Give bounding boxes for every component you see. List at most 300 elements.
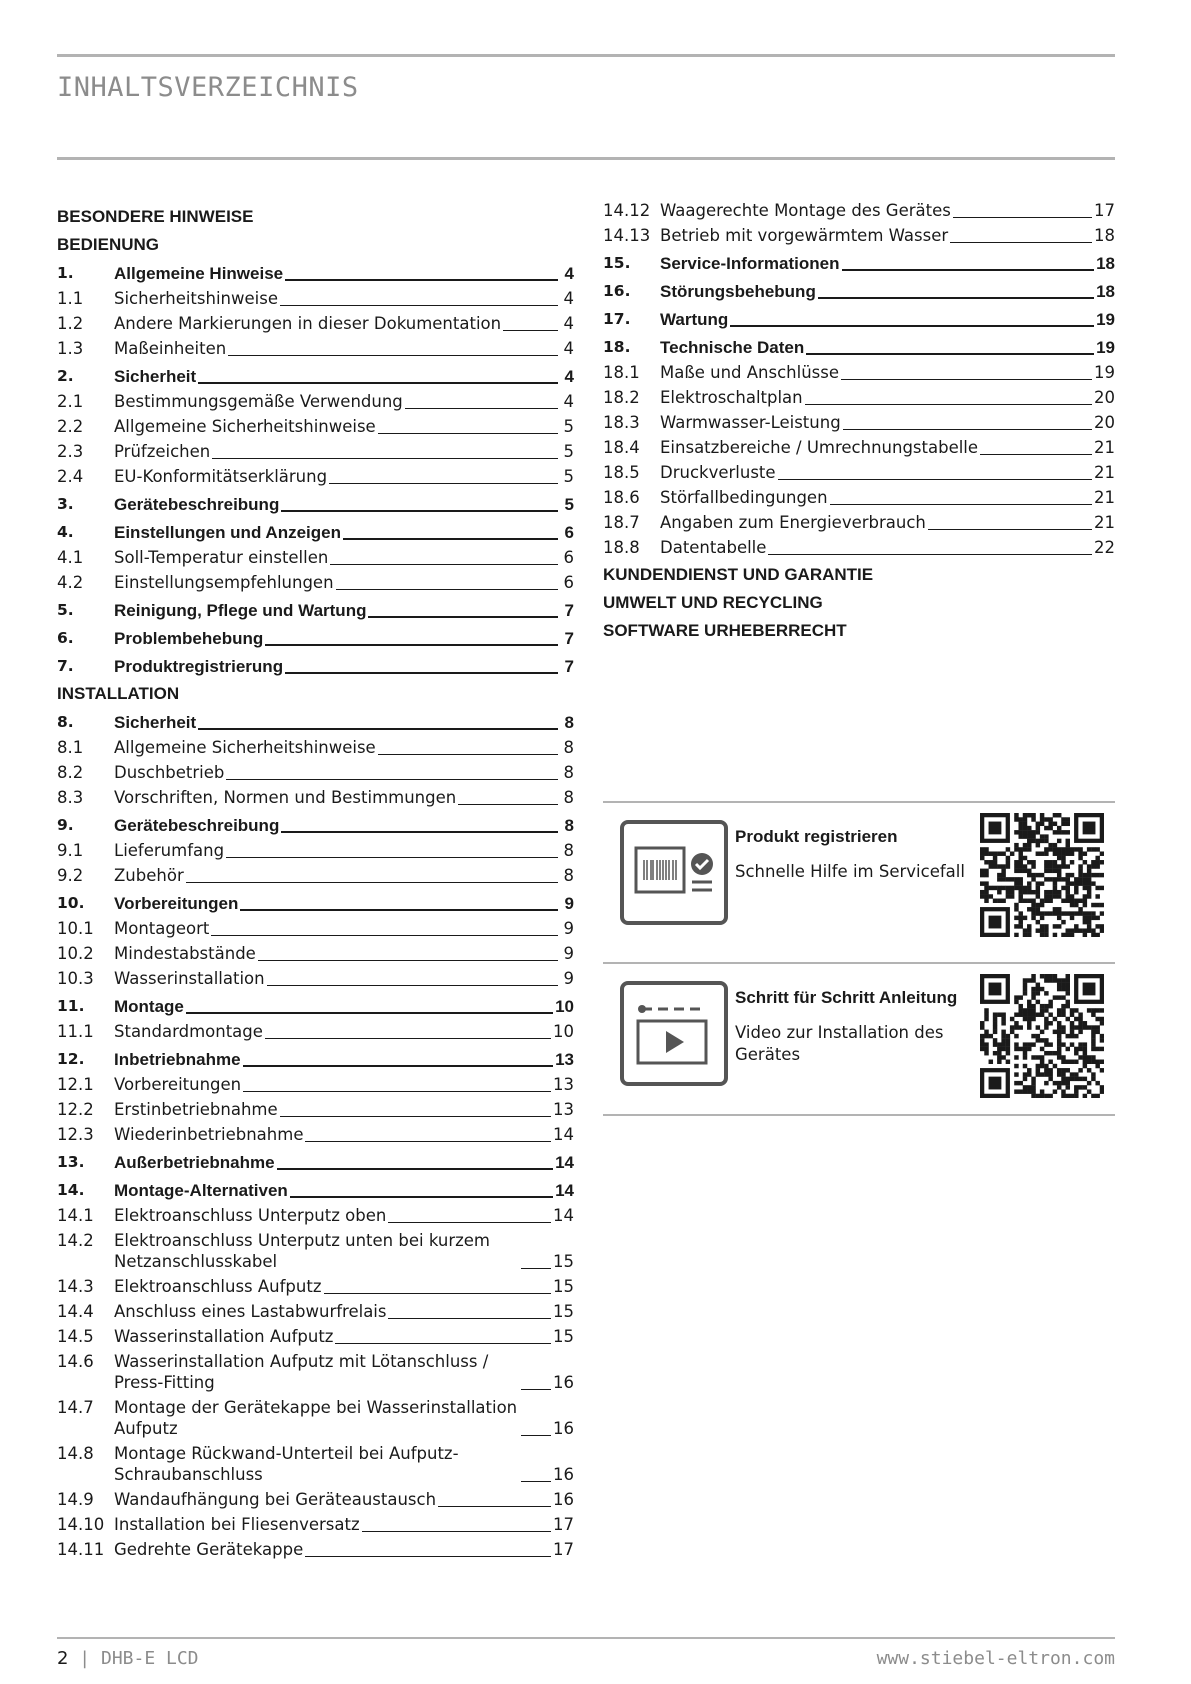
toc-entry-number: 11.1 — [57, 1022, 94, 1041]
toc-leader-line — [980, 454, 1092, 455]
toc-entry-number: 17. — [603, 310, 631, 328]
toc-entry-page: 15 — [553, 1252, 574, 1271]
toc-entry-page: 10 — [553, 1022, 574, 1041]
toc-entry[interactable] — [57, 366, 574, 387]
toc-entry-label: Einstellungsempfehlungen — [114, 573, 334, 592]
toc-leader-line — [330, 564, 558, 565]
toc-section-heading[interactable]: INSTALLATION — [57, 684, 180, 703]
toc-entry[interactable] — [57, 1514, 574, 1535]
toc-entry[interactable] — [57, 600, 574, 621]
toc-leader-line — [841, 379, 1092, 380]
toc-leader-line — [842, 269, 1095, 271]
toc-entry-page: 14 — [555, 1181, 574, 1200]
toc-leader-line — [280, 1116, 551, 1117]
toc-entry-label: Maße und Anschlüsse — [660, 363, 840, 382]
toc-entry-label: Wiederinbetriebnahme — [114, 1125, 304, 1144]
toc-entry-number: 4. — [57, 523, 74, 541]
toc-entry[interactable] — [57, 1205, 574, 1226]
toc-entry-number: 2. — [57, 367, 74, 385]
toc-entry-number: 14.7 — [57, 1398, 94, 1417]
toc-entry-page: 9 — [564, 894, 574, 913]
toc-entry-label: Elektroanschluss Aufputz — [114, 1277, 322, 1296]
toc-entry[interactable] — [57, 893, 574, 914]
toc-leader-line — [368, 616, 558, 618]
website-url[interactable]: www.stiebel-eltron.com — [876, 1648, 1115, 1669]
footer-separator: | — [79, 1648, 91, 1669]
toc-leader-line — [280, 305, 558, 306]
toc-entry-page: 18 — [1096, 282, 1115, 301]
toc-entry-number: 18.6 — [603, 488, 640, 507]
toc-entry-number: 10.3 — [57, 969, 94, 988]
toc-entry[interactable] — [57, 1074, 574, 1095]
toc-entry-number: 12. — [57, 1050, 85, 1068]
toc-entry-number: 14.12 — [603, 201, 651, 220]
toc-entry-label: Prüfzeichen — [114, 442, 211, 461]
toc-entry[interactable] — [57, 815, 574, 836]
toc-leader-line — [806, 353, 1094, 355]
toc-entry-label: Installation bei Fliesenversatz — [114, 1515, 360, 1534]
toc-entry-label: Wasserinstallation Aufputz — [114, 1327, 334, 1346]
toc-leader-line — [843, 429, 1092, 430]
toc-leader-line — [521, 1481, 551, 1482]
toc-entry[interactable] — [57, 996, 574, 1017]
toc-entry[interactable] — [57, 1021, 574, 1042]
toc-leader-line — [953, 217, 1092, 218]
toc-entry[interactable] — [603, 412, 1115, 433]
toc-entry[interactable] — [57, 1152, 574, 1173]
toc-leader-line — [265, 1038, 551, 1039]
info-bottom-rule — [603, 1114, 1115, 1116]
toc-entry[interactable] — [57, 1301, 574, 1322]
toc-entry-number: 2.4 — [57, 467, 84, 486]
toc-entry[interactable] — [603, 462, 1115, 483]
toc-leader-line — [258, 960, 558, 961]
info-box-installation-video — [603, 962, 1115, 1116]
toc-entry-page: 7 — [564, 657, 574, 676]
toc-entry[interactable] — [57, 391, 574, 412]
toc-entry-number: 14.13 — [603, 226, 651, 245]
toc-entry-label: Störfallbedingungen — [660, 488, 828, 507]
toc-entry-label: Montage der Gerätekappe bei Wasserinstallation Aufputz — [114, 1398, 518, 1438]
info-box-product-register — [603, 801, 1115, 955]
toc-entry-number: 1. — [57, 264, 74, 282]
info-box-title: Produkt registrieren — [735, 827, 898, 846]
toc-entry-number: 18.2 — [603, 388, 640, 407]
toc-section-heading[interactable]: BEDIENUNG — [57, 235, 160, 254]
toc-leader-line — [730, 325, 1094, 327]
toc-leader-line — [186, 1012, 553, 1014]
toc-entry-label: Einsatzbereiche / Umrechnungstabelle — [660, 438, 979, 457]
toc-entry[interactable] — [57, 494, 574, 515]
toc-leader-line — [362, 1531, 551, 1532]
toc-entry-label: Vorschriften, Normen und Bestimmungen — [114, 788, 457, 807]
toc-leader-line — [240, 909, 558, 911]
toc-entry-label: Inbetriebnahme — [114, 1050, 241, 1069]
toc-entry-page: 6 — [563, 573, 574, 592]
toc-entry-number: 14.11 — [57, 1540, 105, 1559]
toc-entry-label: Vorbereitungen — [114, 894, 239, 913]
toc-entry-label: Wartung — [660, 310, 729, 329]
toc-entry[interactable] — [603, 337, 1115, 358]
toc-entry-label: Lieferumfang — [114, 841, 225, 860]
toc-entry-label: Wandaufhängung bei Geräteaustausch — [114, 1490, 437, 1509]
toc-leader-line — [928, 529, 1092, 530]
toc-entry-page: 8 — [563, 738, 574, 757]
toc-entry-number: 8.3 — [57, 788, 84, 807]
toc-entry[interactable] — [603, 200, 1115, 221]
toc-entry-label: Zubehör — [114, 866, 184, 885]
toc-entry-label: Wasserinstallation — [114, 969, 265, 988]
toc-entry[interactable] — [57, 416, 574, 437]
toc-entry-number: 14.1 — [57, 1206, 94, 1225]
toc-entry-number: 5. — [57, 601, 74, 619]
toc-leader-line — [285, 672, 558, 674]
toc-leader-line — [186, 882, 558, 883]
toc-entry-page: 5 — [563, 417, 574, 436]
toc-leader-line — [198, 728, 558, 730]
toc-entry-label: Gedrehte Gerätekappe — [114, 1540, 304, 1559]
toc-entry-label: Gerätebeschreibung — [114, 495, 280, 514]
toc-entry-number: 18.4 — [603, 438, 640, 457]
toc-entry-label: Andere Markierungen in dieser Dokumentation — [114, 314, 502, 333]
toc-entry-label: Soll-Temperatur einstellen — [114, 548, 329, 567]
toc-entry-number: 14.2 — [57, 1231, 94, 1250]
toc-entry-label: Allgemeine Sicherheitshinweise — [114, 738, 376, 757]
qr-code-installation-video[interactable] — [980, 974, 1104, 1098]
toc-leader-line — [281, 510, 558, 512]
toc-section-heading[interactable]: KUNDENDIENST UND GARANTIE — [603, 565, 874, 584]
toc-entry[interactable] — [603, 487, 1115, 508]
toc-entry[interactable] — [57, 1397, 574, 1439]
toc-leader-line — [329, 483, 558, 484]
toc-section-heading[interactable]: UMWELT UND RECYCLING — [603, 593, 823, 612]
toc-entry[interactable] — [57, 1099, 574, 1120]
toc-entry-page: 17 — [553, 1515, 574, 1534]
page-number: 2 — [57, 1648, 69, 1669]
toc-entry-label: EU-Konformitätserklärung — [114, 467, 328, 486]
toc-entry-page: 14 — [553, 1206, 574, 1225]
toc-entry-label: Maßeinheiten — [114, 339, 227, 358]
toc-entry-label: Duschbetrieb — [114, 763, 225, 782]
toc-entry-number: 14. — [57, 1181, 85, 1199]
toc-entry[interactable] — [57, 547, 574, 568]
toc-entry-page: 19 — [1096, 310, 1115, 329]
toc-entry[interactable] — [57, 1539, 574, 1560]
toc-entry[interactable] — [57, 313, 574, 334]
toc-leader-line — [324, 1293, 552, 1294]
toc-entry[interactable] — [57, 1351, 574, 1393]
toc-entry-page: 4 — [563, 392, 574, 411]
toc-entry[interactable] — [603, 512, 1115, 533]
toc-entry-page: 21 — [1094, 438, 1115, 457]
toc-entry[interactable] — [57, 1124, 574, 1145]
toc-entry-number: 14.3 — [57, 1277, 94, 1296]
toc-entry-label: Störungsbehebung — [660, 282, 816, 301]
toc-entry-number: 3. — [57, 495, 74, 513]
toc-entry[interactable] — [603, 281, 1115, 302]
toc-entry[interactable] — [603, 437, 1115, 458]
toc-entry-page: 13 — [553, 1100, 574, 1119]
toc-entry-page: 16 — [553, 1419, 574, 1438]
toc-entry-number: 14.4 — [57, 1302, 94, 1321]
toc-entry-number: 18.1 — [603, 363, 640, 382]
toc-leader-line — [778, 479, 1092, 480]
toc-section-heading[interactable]: BESONDERE HINWEISE — [57, 207, 254, 226]
toc-leader-line — [336, 589, 558, 590]
toc-entry-page: 8 — [563, 841, 574, 860]
toc-entry-label: Angaben zum Energieverbrauch — [660, 513, 926, 532]
toc-entry-label: Datentabelle — [660, 538, 767, 557]
toc-leader-line — [503, 330, 558, 331]
toc-leader-line — [818, 297, 1094, 299]
toc-entry-page: 4 — [564, 367, 574, 386]
toc-entry-page: 13 — [553, 1075, 574, 1094]
toc-entry-label: Elektroanschluss Unterputz oben — [114, 1206, 387, 1225]
toc-entry-label: Problembehebung — [114, 629, 264, 648]
toc-entry[interactable] — [57, 263, 574, 284]
toc-entry-page: 16 — [553, 1490, 574, 1509]
page-title: INHALTSVERZEICHNIS — [57, 72, 359, 103]
toc-entry-page: 5 — [563, 467, 574, 486]
toc-entry-label: Sicherheit — [114, 713, 197, 732]
toc-entry-number: 6. — [57, 629, 74, 647]
toc-entry-label: Elektroanschluss Unterputz unten bei kurzem Netzanschlusskabel — [114, 1231, 490, 1271]
toc-entry-label: Sicherheit — [114, 367, 197, 386]
toc-entry-label: Montage — [114, 997, 184, 1016]
toc-entry-number: 18. — [603, 338, 631, 356]
toc-right-column — [603, 200, 1115, 646]
toc-entry-number: 9.1 — [57, 841, 84, 860]
toc-entry[interactable] — [57, 787, 574, 808]
toc-entry-number: 1.3 — [57, 339, 84, 358]
toc-entry-page: 8 — [564, 713, 574, 732]
video-play-icon — [620, 981, 728, 1086]
toc-entry-page: 4 — [563, 339, 574, 358]
toc-entry[interactable] — [603, 387, 1115, 408]
toc-leader-line — [405, 408, 558, 409]
toc-entry-label: Produktregistrierung — [114, 657, 284, 676]
toc-entry-page: 8 — [564, 816, 574, 835]
toc-entry[interactable] — [603, 362, 1115, 383]
toc-leader-line — [343, 538, 558, 540]
toc-left-column — [57, 200, 574, 1564]
toc-leader-line — [438, 1506, 551, 1507]
footer-page-info — [57, 1648, 199, 1669]
toc-entry[interactable] — [57, 762, 574, 783]
toc-entry-number: 14.8 — [57, 1444, 94, 1463]
toc-entry[interactable] — [57, 1049, 574, 1070]
toc-entry-page: 9 — [563, 944, 574, 963]
toc-entry-label: Allgemeine Hinweise — [114, 264, 284, 283]
toc-entry-number: 12.2 — [57, 1100, 94, 1119]
toc-entry-page: 8 — [563, 866, 574, 885]
qr-code-product-register[interactable] — [980, 813, 1104, 937]
toc-leader-line — [768, 554, 1092, 555]
toc-entry-page: 10 — [555, 997, 574, 1016]
toc-entry-label: Elektroschaltplan — [660, 388, 803, 407]
toc-entry-number: 18.5 — [603, 463, 640, 482]
toc-entry[interactable] — [57, 1230, 574, 1272]
toc-leader-line — [277, 1168, 553, 1170]
toc-entry-page: 4 — [563, 314, 574, 333]
toc-leader-line — [305, 1556, 551, 1557]
toc-leader-line — [226, 857, 558, 858]
toc-leader-line — [521, 1389, 551, 1390]
toc-entry-page: 20 — [1094, 413, 1115, 432]
toc-entry-page: 21 — [1094, 463, 1115, 482]
toc-entry-page: 8 — [563, 788, 574, 807]
toc-entry-number: 10. — [57, 894, 85, 912]
toc-entry-label: Erstinbetriebnahme — [114, 1100, 278, 1119]
toc-leader-line — [378, 754, 558, 755]
toc-entry[interactable] — [57, 288, 574, 309]
toc-entry-label: Anschluss eines Lastabwurfrelais — [114, 1302, 387, 1321]
toc-entry-number: 18.8 — [603, 538, 640, 557]
toc-entry-page: 15 — [553, 1327, 574, 1346]
toc-leader-line — [226, 779, 558, 780]
toc-leader-line — [212, 458, 558, 459]
toc-entry[interactable] — [57, 572, 574, 593]
toc-entry-label: Montage-Alternativen — [114, 1181, 288, 1200]
toc-entry-label: Technische Daten — [660, 338, 805, 357]
toc-entry[interactable] — [57, 1443, 574, 1485]
toc-entry[interactable] — [57, 1489, 574, 1510]
model-name: DHB-E LCD — [100, 1648, 199, 1669]
toc-entry[interactable] — [603, 225, 1115, 246]
toc-entry[interactable] — [57, 466, 574, 487]
toc-entry-label: Montageort — [114, 919, 210, 938]
toc-entry[interactable] — [57, 737, 574, 758]
toc-entry-number: 18.3 — [603, 413, 640, 432]
toc-entry-page: 13 — [555, 1050, 574, 1069]
toc-entry-label: Waagerechte Montage des Gerätes — [660, 201, 951, 220]
toc-leader-line — [805, 404, 1092, 405]
toc-entry[interactable] — [57, 1326, 574, 1347]
toc-entry-page: 19 — [1094, 363, 1115, 382]
toc-entry-number: 14.10 — [57, 1515, 105, 1534]
toc-entry[interactable] — [57, 840, 574, 861]
toc-leader-line — [335, 1343, 551, 1344]
toc-leader-line — [281, 831, 558, 833]
toc-leader-line — [521, 1268, 551, 1269]
toc-entry-page: 16 — [553, 1465, 574, 1484]
toc-leader-line — [305, 1141, 551, 1142]
toc-entry-label: Gerätebeschreibung — [114, 816, 280, 835]
toc-leader-line — [243, 1091, 551, 1092]
toc-leader-line — [198, 382, 558, 384]
toc-entry-number: 1.2 — [57, 314, 84, 333]
toc-entry-page: 7 — [564, 629, 574, 648]
toc-section-heading[interactable]: SOFTWARE URHEBERRECHT — [603, 621, 847, 640]
toc-entry-page: 6 — [563, 548, 574, 567]
toc-leader-line — [243, 1065, 553, 1067]
toc-leader-line — [521, 1435, 551, 1436]
toc-entry-page: 4 — [564, 264, 574, 283]
info-box-description: Video zur Installation des Gerätes — [735, 1023, 944, 1064]
toc-entry-number: 2.3 — [57, 442, 84, 461]
toc-entry-page: 22 — [1094, 538, 1115, 557]
toc-entry-label: Sicherheitshinweise — [114, 289, 278, 308]
toc-leader-line — [285, 279, 558, 281]
toc-entry-page: 18 — [1096, 254, 1115, 273]
toc-entry-label: Reinigung, Pflege und Wartung — [114, 601, 367, 620]
toc-leader-line — [267, 985, 558, 986]
toc-entry-page: 16 — [553, 1373, 574, 1392]
toc-entry-page: 20 — [1094, 388, 1115, 407]
toc-entry-page: 17 — [1094, 201, 1115, 220]
toc-entry-number: 10.1 — [57, 919, 94, 938]
toc-entry[interactable] — [57, 968, 574, 989]
toc-entry-number: 14.6 — [57, 1352, 94, 1371]
toc-entry[interactable] — [603, 253, 1115, 274]
toc-entry-number: 18.7 — [603, 513, 640, 532]
title-rule — [57, 157, 1115, 160]
toc-leader-line — [388, 1222, 551, 1223]
toc-entry[interactable] — [57, 441, 574, 462]
toc-entry-number: 14.9 — [57, 1490, 94, 1509]
toc-entry-number: 1.1 — [57, 289, 84, 308]
toc-leader-line — [228, 355, 558, 356]
toc-entry-page: 21 — [1094, 513, 1115, 532]
toc-entry-label: Allgemeine Sicherheitshinweise — [114, 417, 376, 436]
toc-entry-page: 14 — [553, 1125, 574, 1144]
toc-entry-page: 9 — [563, 969, 574, 988]
toc-entry[interactable] — [57, 628, 574, 649]
toc-entry[interactable] — [57, 656, 574, 677]
toc-entry[interactable] — [57, 522, 574, 543]
toc-entry[interactable] — [57, 712, 574, 733]
toc-entry-page: 19 — [1096, 338, 1115, 357]
toc-entry-page: 17 — [553, 1540, 574, 1559]
toc-entry-label: Vorbereitungen — [114, 1075, 242, 1094]
toc-leader-line — [458, 804, 558, 805]
toc-entry-number: 16. — [603, 282, 631, 300]
product-register-icon — [620, 820, 728, 925]
toc-entry[interactable] — [57, 1180, 574, 1201]
toc-entry-page: 7 — [564, 601, 574, 620]
toc-entry-page: 21 — [1094, 488, 1115, 507]
toc-entry-number: 4.1 — [57, 548, 84, 567]
toc-entry[interactable] — [57, 865, 574, 886]
toc-entry-number: 9. — [57, 816, 74, 834]
toc-entry[interactable] — [603, 309, 1115, 330]
toc-entry-number: 11. — [57, 997, 85, 1015]
toc-entry-page: 14 — [555, 1153, 574, 1172]
toc-entry[interactable] — [57, 918, 574, 939]
toc-leader-line — [265, 644, 558, 646]
toc-entry-number: 8. — [57, 713, 74, 731]
toc-entry-label: Montage Rückwand-Unterteil bei Aufputz-Schraubanschluss — [114, 1444, 459, 1484]
toc-entry-label: Druckverluste — [660, 463, 776, 482]
top-rule — [57, 54, 1115, 57]
footer-rule — [57, 1637, 1115, 1639]
toc-entry-number: 13. — [57, 1153, 85, 1171]
toc-entry-page: 18 — [1094, 226, 1115, 245]
toc-leader-line — [830, 504, 1092, 505]
toc-entry-number: 7. — [57, 657, 74, 675]
toc-entry-number: 12.1 — [57, 1075, 94, 1094]
toc-entry[interactable] — [57, 1276, 574, 1297]
toc-leader-line — [388, 1318, 551, 1319]
toc-entry-number: 8.1 — [57, 738, 84, 757]
toc-entry-number: 14.5 — [57, 1327, 94, 1346]
toc-entry-label: Standardmontage — [114, 1022, 263, 1041]
toc-leader-line — [950, 242, 1092, 243]
toc-entry[interactable] — [603, 537, 1115, 558]
toc-entry[interactable] — [57, 943, 574, 964]
toc-entry-label: Bestimmungsgemäße Verwendung — [114, 392, 403, 411]
toc-entry[interactable] — [57, 338, 574, 359]
